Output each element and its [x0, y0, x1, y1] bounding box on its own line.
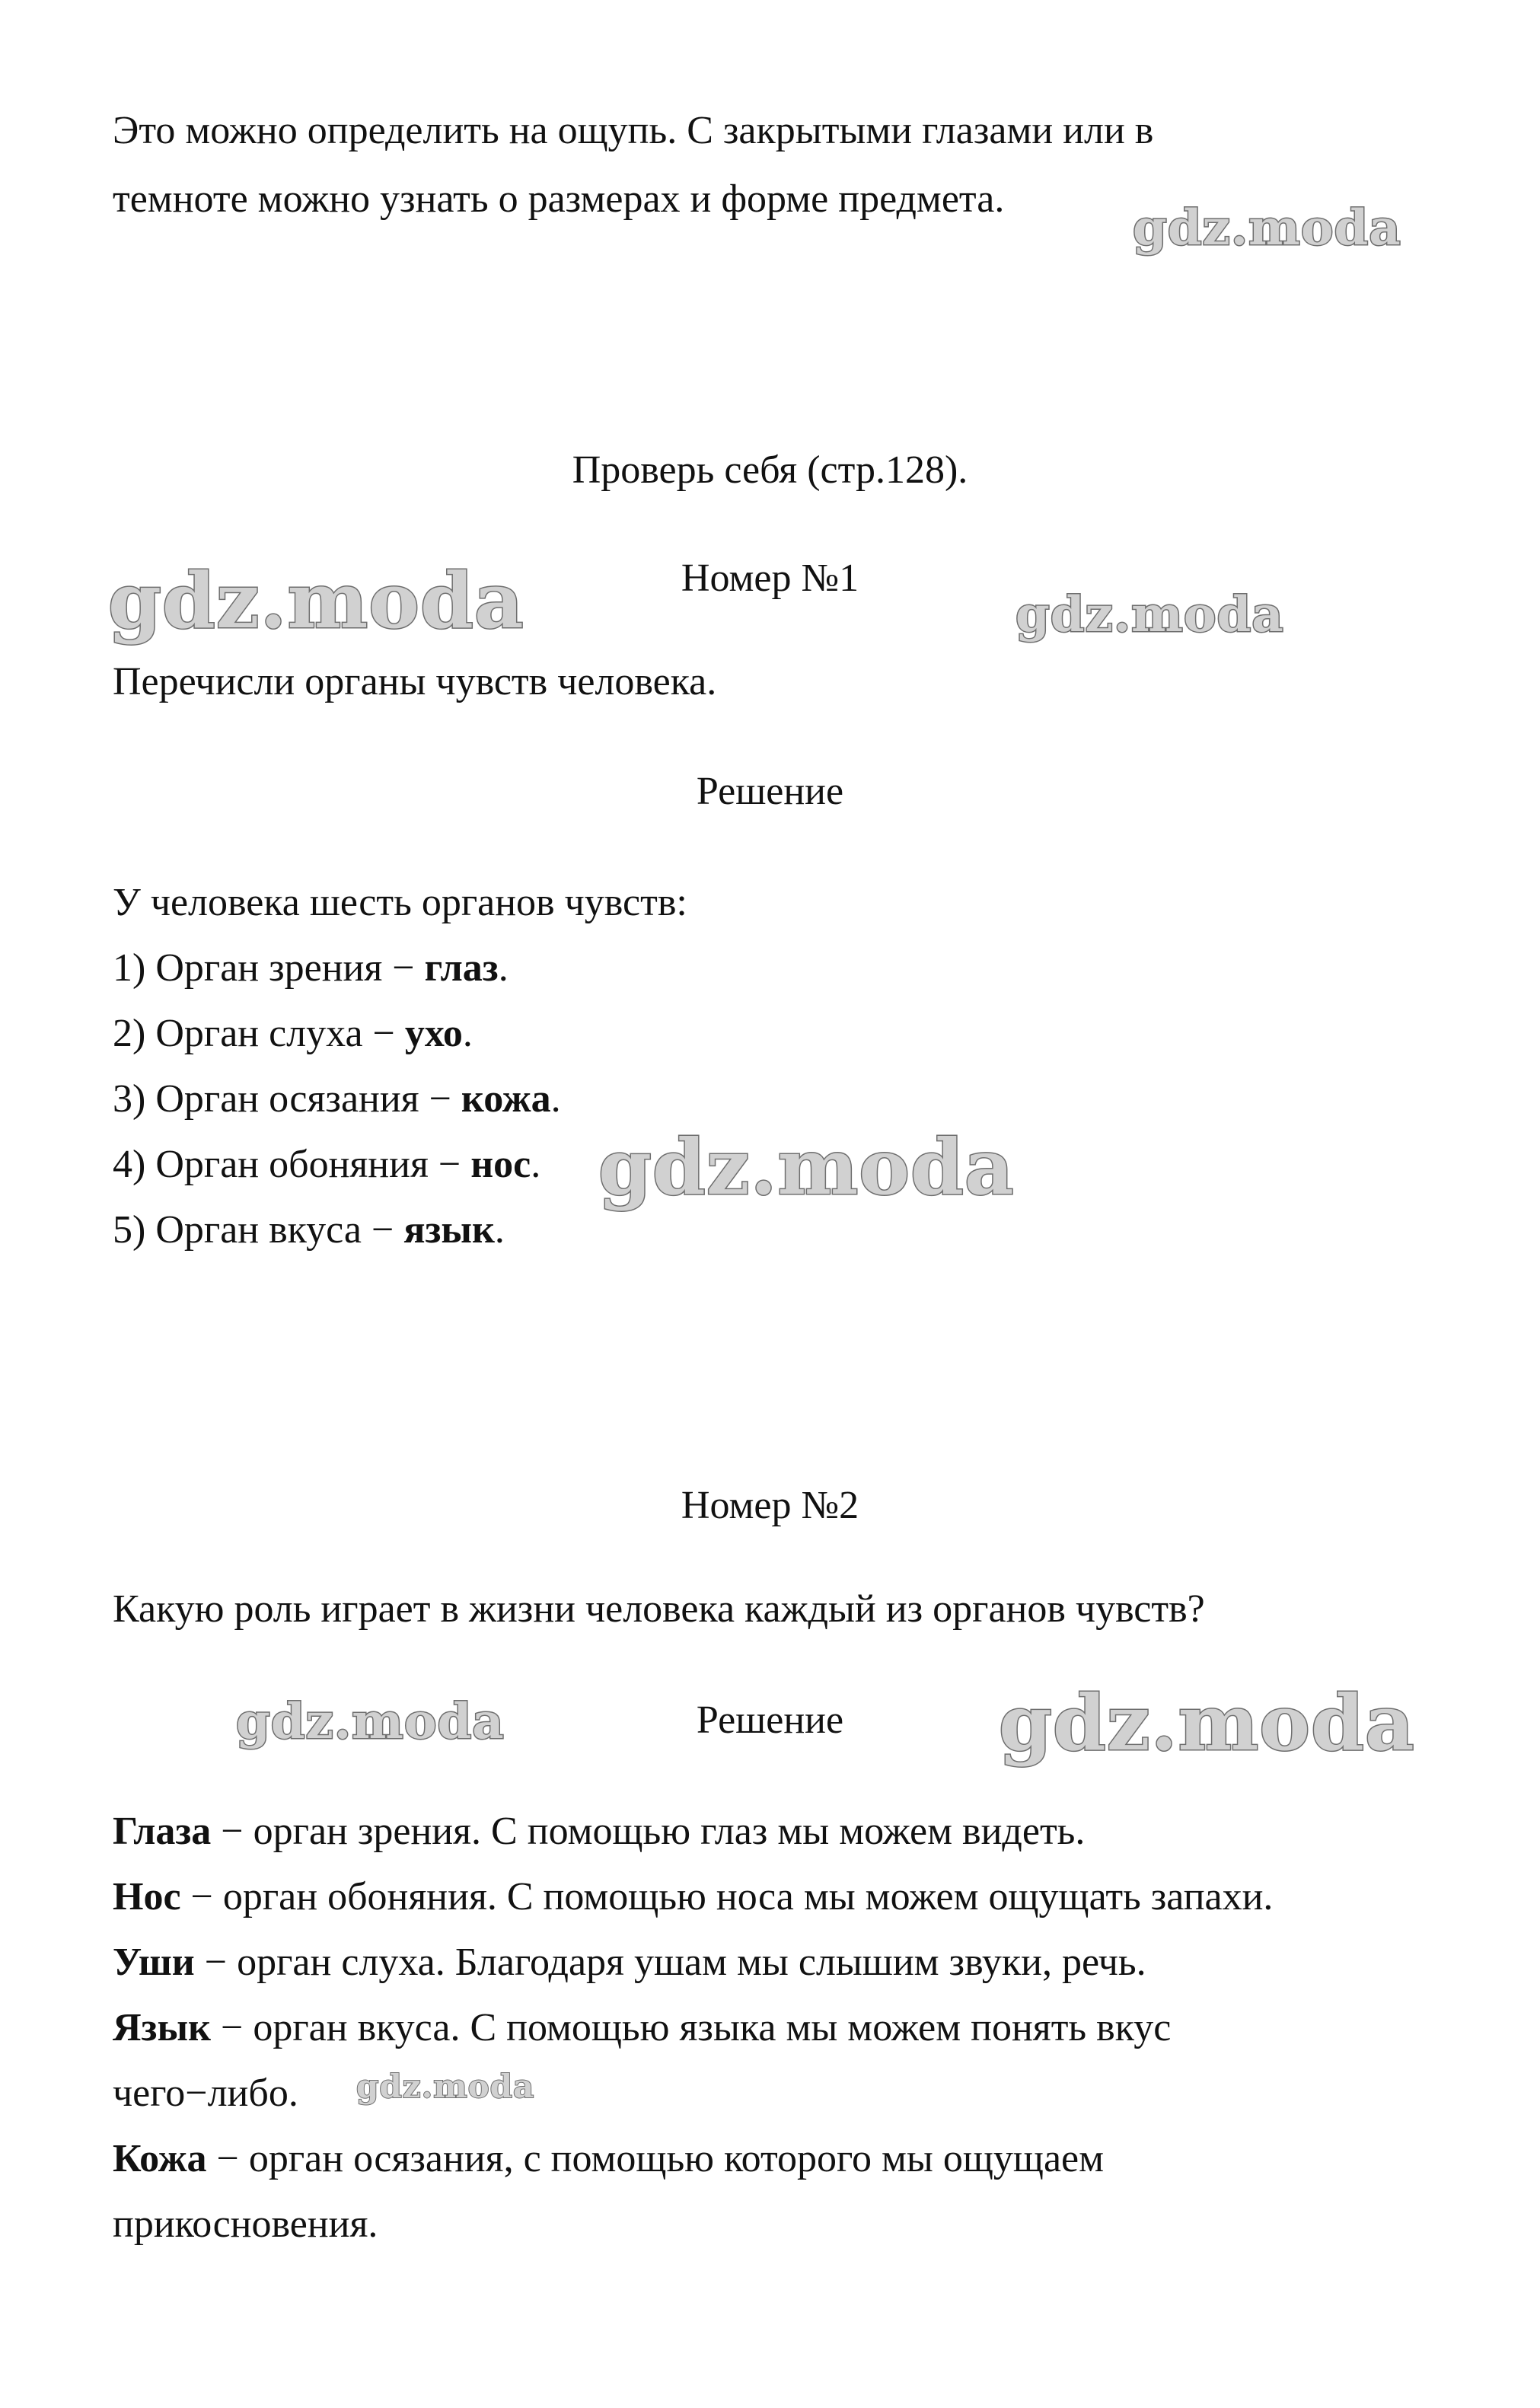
- task1-heading: Номер №1: [681, 557, 859, 600]
- watermark: gdz.moda: [1133, 199, 1401, 257]
- intro-line-2: темноте можно узнать о размерах и форме предмета.: [113, 177, 1005, 221]
- task1-solution-label: Решение: [696, 770, 844, 813]
- answer-term: Глаза: [113, 1810, 212, 1853]
- answer-term: кожа: [461, 1077, 551, 1121]
- answer-term: язык: [403, 1208, 495, 1252]
- list-item: Кожа − орган осязания, с помощью которого мы ощущаем: [113, 2137, 1105, 2180]
- watermark: gdz.moda: [999, 1678, 1415, 1768]
- list-item: Нос − орган обоняния. С помощью носа мы можем ощущать запахи.: [113, 1875, 1274, 1918]
- answer-term: глаз: [424, 946, 499, 990]
- task1-question: Перечисли органы чувств человека.: [113, 660, 717, 703]
- watermark: gdz.moda: [598, 1122, 1015, 1212]
- list-item: 1) Орган зрения − глаз.: [113, 946, 509, 990]
- list-item-continuation: чего−либо.: [113, 2072, 298, 2115]
- watermark: gdz.moda: [108, 556, 524, 646]
- answer-term: Язык: [113, 2006, 212, 2049]
- answer-term: нос: [470, 1143, 531, 1186]
- list-item: 2) Орган слуха − ухо.: [113, 1012, 473, 1055]
- task2-question: Какую роль играет в жизни человека каждый из органов чувств?: [113, 1587, 1205, 1631]
- list-item: Уши − орган слуха. Благодаря ушам мы слышим звуки, речь.: [113, 1941, 1146, 1984]
- list-item: 4) Орган обоняния − нос.: [113, 1143, 541, 1186]
- list-item: Глаза − орган зрения. С помощью глаз мы можем видеть.: [113, 1810, 1086, 1853]
- list-item-continuation: прикосновения.: [113, 2202, 378, 2246]
- list-item: 3) Орган осязания − кожа.: [113, 1077, 561, 1121]
- task2-heading: Номер №2: [681, 1484, 859, 1527]
- list-item: Язык − орган вкуса. С помощью языка мы можем понять вкус: [113, 2006, 1172, 2049]
- watermark: gdz.moda: [236, 1693, 505, 1750]
- watermark: gdz.moda: [356, 2068, 535, 2105]
- answer-term: Кожа: [113, 2137, 207, 2180]
- answer-term: Нос: [113, 1875, 181, 1918]
- intro-line-1: Это можно определить на ощупь. С закрытыми глазами или в: [113, 109, 1154, 152]
- answer-term: Уши: [113, 1941, 195, 1984]
- list-item: 5) Орган вкуса − язык.: [113, 1208, 505, 1252]
- task1-intro: У человека шесть органов чувств:: [113, 881, 687, 924]
- watermark: gdz.moda: [1016, 586, 1284, 643]
- section-title: Проверь себя (стр.128).: [572, 448, 968, 492]
- answer-term: ухо: [404, 1012, 463, 1055]
- task2-solution-label: Решение: [696, 1698, 844, 1742]
